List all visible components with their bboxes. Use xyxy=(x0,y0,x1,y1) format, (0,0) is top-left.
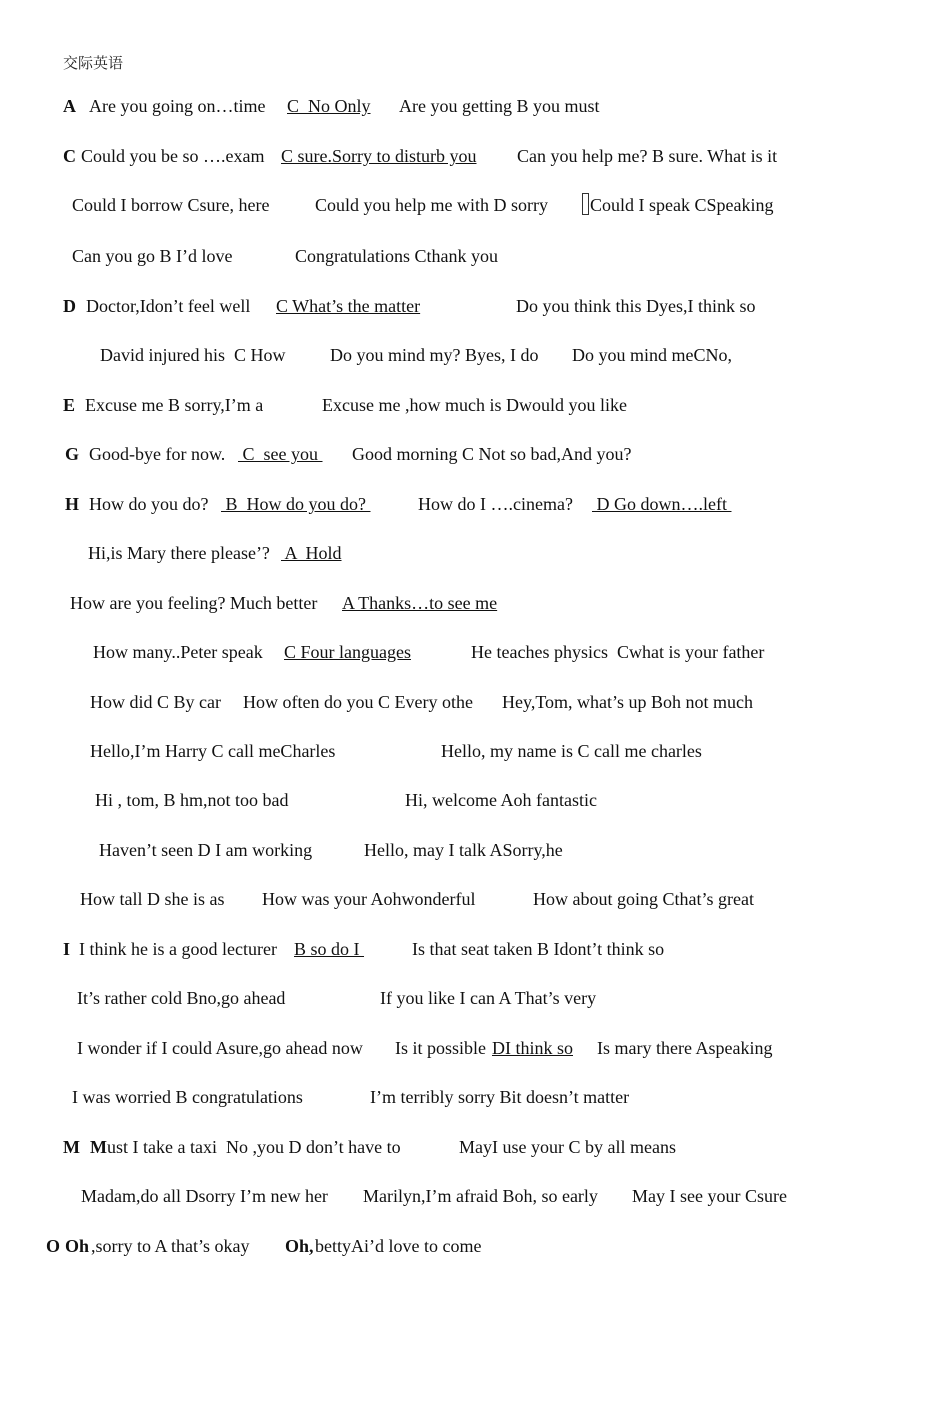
text-line xyxy=(0,591,498,615)
phrase: Could I speak CSpeaking xyxy=(590,195,774,215)
text-line xyxy=(0,492,732,516)
phrase: Could you be so ….exam xyxy=(81,146,265,166)
placeholder-box-icon xyxy=(582,193,589,215)
answer: C No Only xyxy=(287,96,371,116)
phrase: Do you think this Dyes,I think so xyxy=(516,296,756,316)
phrase: Congratulations Cthank you xyxy=(295,246,498,266)
text-line xyxy=(0,1036,773,1060)
phrase: Good-bye for now. xyxy=(89,444,226,464)
bold-initial: Oh xyxy=(65,1236,90,1256)
text-line xyxy=(0,244,498,268)
text-line xyxy=(0,986,597,1010)
text-line xyxy=(0,193,774,217)
text-line xyxy=(0,144,778,168)
phrase: Can you go B I’d love xyxy=(72,246,233,266)
phrase: It’s rather cold Bno,go ahead xyxy=(77,988,286,1008)
phrase: Do you mind meCNo, xyxy=(572,345,732,365)
phrase: He teaches physics Cwhat is your father xyxy=(471,642,765,662)
phrase: How about going Cthat’s great xyxy=(533,889,754,909)
phrase: Are you going on…time xyxy=(89,96,266,116)
text-line xyxy=(0,690,754,714)
phrase: How did C By car xyxy=(90,692,221,712)
text-line xyxy=(0,94,600,118)
section-letter: A xyxy=(63,96,76,116)
phrase: Hi,is Mary there please’? xyxy=(88,543,270,563)
phrase: ust I take a taxi No ,you D don’t have to xyxy=(107,1137,401,1157)
phrase: Could you help me with D sorry xyxy=(315,195,548,215)
answer: B so do I xyxy=(294,939,365,959)
phrase: Hi , tom, B hm,not too bad xyxy=(95,790,289,810)
phrase: Hello, my name is C call me charles xyxy=(441,741,702,761)
phrase: Haven’t seen D I am working xyxy=(99,840,313,860)
page-title: 交际英语 xyxy=(63,54,124,72)
phrase: David injured his C How xyxy=(100,345,286,365)
answer: C What’s the matter xyxy=(276,296,421,316)
text-line xyxy=(0,739,702,763)
text-line xyxy=(0,788,597,812)
phrase: Is that seat taken B Idont’t think so xyxy=(412,939,665,959)
phrase: I’m terribly sorry Bit doesn’t matter xyxy=(370,1087,630,1107)
answer: C Four languages xyxy=(284,642,411,662)
section-letter: I xyxy=(63,939,71,959)
phrase: Hey,Tom, what’s up Boh not much xyxy=(502,692,754,712)
phrase: MayI use your C by all means xyxy=(459,1137,676,1157)
phrase-with-marker xyxy=(582,193,773,217)
text-line xyxy=(0,838,563,862)
text-line xyxy=(0,393,627,417)
phrase: May I see your Csure xyxy=(632,1186,787,1206)
answer: C see you xyxy=(238,444,323,464)
section-letter: C xyxy=(63,146,76,166)
phrase: How often do you C Every othe xyxy=(243,692,473,712)
text-line xyxy=(0,640,765,664)
phrase: I was worried B congratulations xyxy=(72,1087,303,1107)
phrase: How tall D she is as xyxy=(80,889,225,909)
answer: A Thanks…to see me xyxy=(342,593,498,613)
phrase: I think he is a good lecturer xyxy=(79,939,277,959)
section-letter: D xyxy=(63,296,76,316)
phrase: Is it possible xyxy=(395,1038,487,1058)
section-letter: M xyxy=(63,1137,80,1157)
phrase: Can you help me? B sure. What is it xyxy=(517,146,778,166)
phrase: Good morning C Not so bad,And you? xyxy=(352,444,632,464)
phrase: I wonder if I could Asure,go ahead now xyxy=(77,1038,363,1058)
text-line xyxy=(0,541,342,565)
phrase: If you like I can A That’s very xyxy=(380,988,597,1008)
phrase: Is mary there Aspeaking xyxy=(597,1038,773,1058)
text-line xyxy=(0,1234,482,1258)
text-line xyxy=(0,442,632,466)
text-line xyxy=(0,1184,787,1208)
phrase: Doctor,Idon’t feel well xyxy=(86,296,251,316)
answer: C sure.Sorry to disturb you xyxy=(281,146,477,166)
text-line xyxy=(0,1085,630,1109)
phrase: Do you mind my? Byes, I do xyxy=(330,345,539,365)
section-letter: H xyxy=(65,494,80,514)
phrase: Are you getting B you must xyxy=(399,96,600,116)
phrase: Excuse me B sorry,I’m a xyxy=(85,395,264,415)
section-letter: O xyxy=(46,1236,61,1256)
phrase: How do I ….cinema? xyxy=(418,494,573,514)
phrase: How many..Peter speak xyxy=(93,642,263,662)
phrase: Hello,I’m Harry C call meCharles xyxy=(90,741,336,761)
answer: D Go down….left xyxy=(592,494,732,514)
phrase: ,sorry to A that’s okay xyxy=(91,1236,250,1256)
phrase: bettyAi’d love to come xyxy=(315,1236,482,1256)
answer: DI think so xyxy=(492,1038,573,1058)
phrase: Marilyn,I’m afraid Boh, so early xyxy=(363,1186,598,1206)
phrase: Hi, welcome Aoh fantastic xyxy=(405,790,597,810)
answer: B How do you do? xyxy=(221,494,371,514)
phrase: How was your Aohwonderful xyxy=(262,889,476,909)
phrase: How do you do? xyxy=(89,494,209,514)
text-line xyxy=(0,294,756,318)
bold-initial: Oh, xyxy=(285,1236,314,1256)
phrase: Excuse me ,how much is Dwould you like xyxy=(322,395,627,415)
phrase: How are you feeling? Much better xyxy=(70,593,318,613)
phrase: Hello, may I talk ASorry,he xyxy=(364,840,563,860)
text-line xyxy=(0,887,754,911)
section-letter: E xyxy=(63,395,76,415)
text-line xyxy=(0,1135,676,1159)
bold-initial: M xyxy=(90,1137,107,1157)
phrase: Could I borrow Csure, here xyxy=(72,195,270,215)
text-line xyxy=(0,937,665,961)
section-letter: G xyxy=(65,444,80,464)
phrase: Madam,do all Dsorry I’m new her xyxy=(81,1186,328,1206)
answer: A Hold xyxy=(281,543,342,563)
text-line xyxy=(0,343,732,367)
